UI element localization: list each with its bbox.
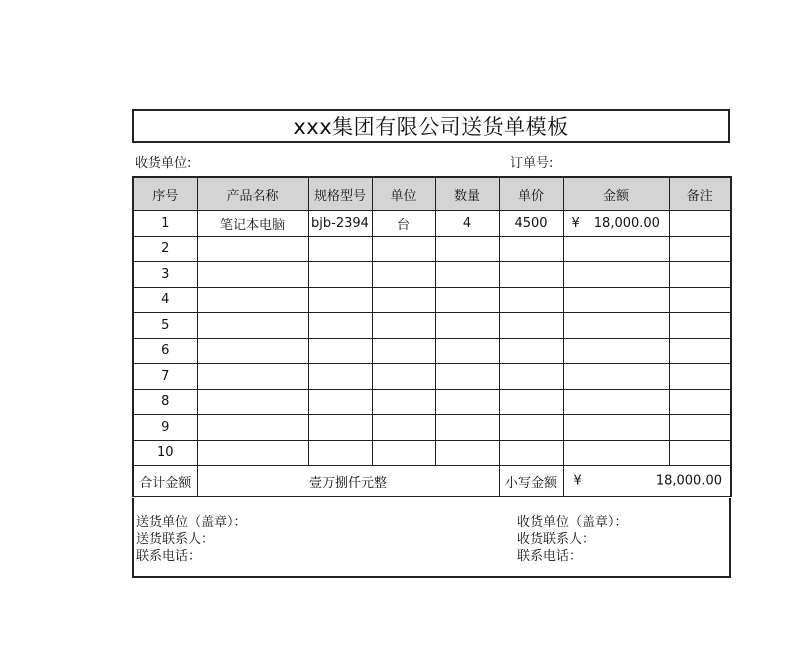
total-in-words[interactable]: 壹万捌仟元整 [197,466,499,497]
col-header-note: 备注 [669,177,731,211]
row-note-cell[interactable] [669,415,731,441]
receiver-unit-stamp-label: 收货单位（盖章）： [517,515,628,530]
table-header-row [133,177,731,211]
row-spec-cell[interactable] [308,415,372,441]
row-name-cell[interactable] [197,262,308,288]
row-amount-currency: ¥ [571,215,580,231]
table-row [133,364,731,390]
row-no-cell: 2 [133,236,197,262]
row-price-cell[interactable] [499,262,563,288]
row-no-cell: 3 [133,262,197,288]
delivery-table [132,176,732,497]
sender-info [136,514,247,565]
row-unit-cell[interactable] [372,287,435,313]
row-price-cell[interactable] [499,236,563,262]
row-name-cell[interactable]: 笔记本电脑 [197,211,308,237]
row-note-cell[interactable] [669,313,731,339]
row-no-cell: 7 [133,364,197,390]
small-total-currency: ¥ [573,473,582,489]
table-row [133,262,731,288]
order-no-label: 订单号: [510,156,554,171]
row-spec-cell[interactable]: bjb-2394 [308,211,372,237]
signature-footer [132,498,731,578]
row-qty-cell[interactable] [435,338,499,364]
total-label: 合计金额 [133,466,197,497]
col-header-price: 单价 [499,177,563,211]
row-price-cell[interactable] [499,313,563,339]
row-note-cell[interactable] [669,440,731,466]
col-header-unit: 单位 [372,177,435,211]
sender-contact-label: 送货联系人： [136,532,215,547]
row-qty-cell[interactable]: 4 [435,211,499,237]
col-header-amount: 金额 [563,177,669,211]
row-unit-cell[interactable] [372,338,435,364]
row-amount-cell[interactable] [563,262,669,288]
col-header-qty: 数量 [435,177,499,211]
row-note-cell[interactable] [669,236,731,262]
receiver-phone-label: 联系电话： [517,549,583,564]
row-no-cell: 8 [133,389,197,415]
row-spec-cell[interactable] [308,287,372,313]
row-name-cell[interactable] [197,313,308,339]
row-qty-cell[interactable] [435,364,499,390]
receiver-info [517,514,628,565]
row-note-cell[interactable] [669,287,731,313]
row-qty-cell[interactable] [435,389,499,415]
table-row [133,389,731,415]
row-spec-cell[interactable] [308,440,372,466]
row-price-cell[interactable]: 4500 [499,211,563,237]
row-price-cell[interactable] [499,440,563,466]
row-amount-value: 18,000.00 [593,215,660,231]
row-amount-cell[interactable] [563,440,669,466]
total-row [133,466,731,497]
row-note-cell[interactable] [669,389,731,415]
row-no-cell: 6 [133,338,197,364]
table-row [133,287,731,313]
row-price-cell[interactable] [499,287,563,313]
receiver-contact-label: 收货联系人： [517,532,596,547]
row-price-cell[interactable] [499,415,563,441]
row-price-cell[interactable] [499,389,563,415]
row-price-cell[interactable] [499,338,563,364]
small-total-cell[interactable] [563,466,731,497]
row-unit-cell[interactable] [372,440,435,466]
row-qty-cell[interactable] [435,415,499,441]
table-row [133,440,731,466]
row-no-cell: 4 [133,287,197,313]
row-amount-cell[interactable] [563,313,669,339]
row-note-cell[interactable] [669,262,731,288]
row-unit-cell[interactable] [372,389,435,415]
row-name-cell[interactable] [197,415,308,441]
row-amount-cell[interactable] [563,338,669,364]
small-total-value: 18,000.00 [655,473,722,489]
small-total-label: 小写金额 [499,466,563,497]
row-spec-cell[interactable] [308,313,372,339]
table-row [133,236,731,262]
row-unit-cell[interactable] [372,236,435,262]
row-spec-cell[interactable] [308,236,372,262]
table-row [133,313,731,339]
sender-unit-stamp-label: 送货单位（盖章）： [136,515,247,530]
row-amount-cell[interactable] [563,389,669,415]
row-qty-cell[interactable] [435,236,499,262]
document-title: xxx集团有限公司送货单模板 [132,109,730,143]
row-unit-cell[interactable] [372,313,435,339]
row-name-cell[interactable] [197,364,308,390]
row-amount-cell[interactable] [563,364,669,390]
col-header-name: 产品名称 [197,177,308,211]
receiver-unit-label: 收货单位: [135,156,192,171]
row-spec-cell[interactable] [308,338,372,364]
row-amount-cell[interactable] [563,236,669,262]
row-spec-cell[interactable] [308,364,372,390]
col-header-no: 序号 [133,177,197,211]
row-unit-cell[interactable]: 台 [372,211,435,237]
row-name-cell[interactable] [197,389,308,415]
table-row [133,415,731,441]
row-no-cell: 10 [133,440,197,466]
row-amount-cell[interactable] [563,287,669,313]
sender-phone-label: 联系电话： [136,549,202,564]
row-no-cell: 9 [133,415,197,441]
row-name-cell[interactable] [197,338,308,364]
row-note-cell[interactable] [669,338,731,364]
row-price-cell[interactable] [499,364,563,390]
row-no-cell: 1 [133,211,197,237]
row-name-cell[interactable] [197,440,308,466]
row-unit-cell[interactable] [372,262,435,288]
row-amount-cell[interactable] [563,211,669,237]
row-no-cell: 5 [133,313,197,339]
table-row [133,211,731,237]
row-spec-cell[interactable] [308,389,372,415]
row-qty-cell[interactable] [435,262,499,288]
row-name-cell[interactable] [197,236,308,262]
row-amount-cell[interactable] [563,415,669,441]
row-qty-cell[interactable] [435,287,499,313]
row-name-cell[interactable] [197,287,308,313]
table-row [133,338,731,364]
row-note-cell[interactable] [669,364,731,390]
row-note-cell[interactable] [669,211,731,237]
row-spec-cell[interactable] [308,262,372,288]
row-unit-cell[interactable] [372,364,435,390]
row-qty-cell[interactable] [435,440,499,466]
row-unit-cell[interactable] [372,415,435,441]
row-qty-cell[interactable] [435,313,499,339]
col-header-spec: 规格型号 [308,177,372,211]
